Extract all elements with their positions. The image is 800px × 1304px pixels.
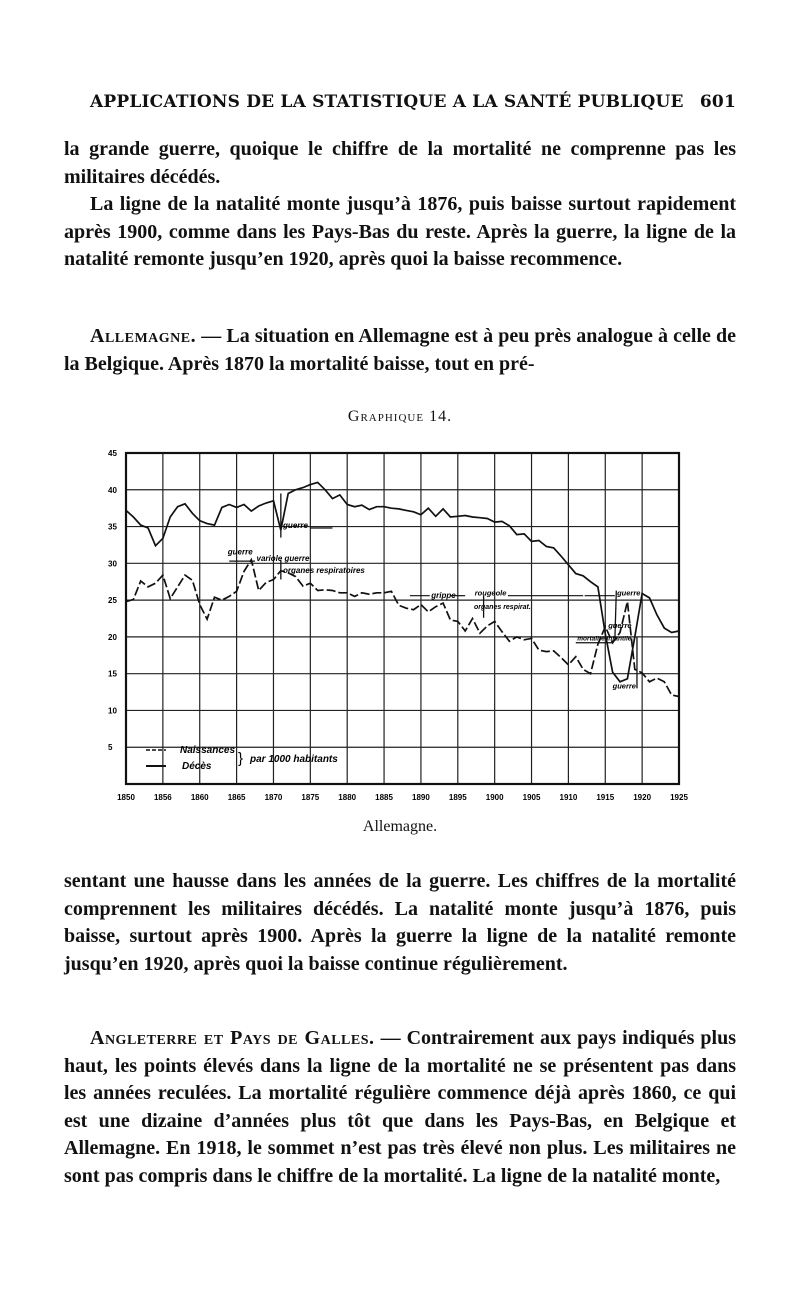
x-tick-label-1850: 1850	[117, 793, 135, 802]
plot-frame	[126, 453, 679, 784]
paragraph-angleterre	[64, 1025, 736, 1190]
annotation-guerre-1866: guerre	[227, 547, 253, 557]
y-tick-label-35: 35	[108, 522, 117, 532]
x-tick-label-1875: 1875	[301, 793, 320, 802]
y-tick-label-20: 20	[108, 632, 117, 642]
annotation-mortalite-infantile: mortalité infantile	[577, 635, 632, 643]
paragraph-natalite: La ligne de la natalité monte jusqu’à 1876, puis baisse surtout rapidement après 1900, comme dans les Pays-Bas du reste. Après la guerre, la ligne de la natalité remonte jusqu’en 1920, après quoi la baisse recommence.	[64, 193, 736, 270]
x-tick-label-1880: 1880	[338, 793, 357, 802]
annotation-organes-respiratoires: organes respiratoires	[283, 565, 365, 575]
x-tick-label-1920: 1920	[633, 793, 652, 802]
annotation-organes-respir: organes respirat.	[474, 603, 531, 611]
annotation-guerre-1916: guerre	[608, 621, 632, 631]
legend-label-naissances: Naissances	[180, 745, 236, 756]
annotation-guerre-1914: guerre	[617, 588, 641, 598]
y-tick-label-30: 30	[108, 559, 117, 569]
paragraph-angleterre-text: — Contrairement aux pays indiqués plus haut, les points élevés dans la ligne de la mortalité ne se présentent pas dans les années reculées. La mortalité régulière commence déjà après 1860, ce qui est une dizaine d’années plus tôt que dans les Pays-Bas, en Belgique et Allemagne. En 1918, le sommet n’est pas très élevé non plus. Les militaires ne sont pas compris dans le chiffre de la mortalité. La ligne de la natalité monte,	[64, 1027, 736, 1187]
x-tick-label-1870: 1870	[264, 793, 283, 802]
y-tick-label-5: 5	[108, 743, 113, 753]
paragraph-allemagne-continued: sentant une hausse dans les années de la guerre. Les chiffres de la mortalité comprennent les militaires décédés. La natalité monte jusqu’à 1876, puis baisse, surtout après 1900. Après la guerre la ligne de la natalité remonte jusqu’en 1920, après quoi la baisse continue régulièrement.	[64, 870, 736, 975]
x-tick-label-1925: 1925	[670, 793, 688, 802]
x-tick-label-1905: 1905	[522, 793, 541, 802]
x-tick-label-1900: 1900	[485, 793, 504, 802]
x-tick-label-1890: 1890	[412, 793, 430, 802]
annotation-grippe: grippe	[431, 590, 456, 600]
y-tick-label-40: 40	[108, 485, 117, 495]
running-header	[90, 92, 736, 112]
chart-graphique-14	[0, 440, 800, 840]
y-tick-label-25: 25	[108, 596, 117, 606]
running-header-title: APPLICATIONS DE LA STATISTIQUE A LA SANTÉ PUBLIQUE	[90, 92, 684, 112]
x-tick-label-1860: 1860	[190, 793, 209, 802]
x-tick-label-1885: 1885	[375, 793, 393, 802]
x-tick-label-1895: 1895	[448, 793, 467, 802]
section-heading-allemagne: Allemagne.	[90, 325, 197, 347]
annotation-leader-guerre-1914	[615, 591, 616, 641]
chart-grid	[126, 453, 679, 784]
y-tick-label-45: 45	[108, 449, 117, 458]
paragraph-allemagne-text: — La situation en Allemagne est à peu près analogue à celle de la Belgique. Après 1870 la mortalité baisse, tout en pré-	[64, 325, 736, 375]
figure-label: Graphique 14.	[347, 408, 453, 425]
x-tick-label-1915: 1915	[596, 793, 615, 802]
y-tick-label-15: 15	[108, 669, 117, 679]
paragraph-continued: la grande guerre, quoique le chiffre de la mortalité ne comprenne pas les militaires décédés.	[64, 138, 736, 188]
paragraph-allemagne	[64, 323, 736, 378]
legend-label-deces: Décès	[182, 761, 212, 772]
x-tick-label-1856: 1856	[153, 793, 172, 802]
series-line-deces	[126, 560, 679, 697]
chart-legend	[146, 745, 338, 772]
section-heading-angleterre: Angleterre et Pays de Galles.	[90, 1027, 375, 1049]
annotation-guerre-1919: guerre	[612, 681, 636, 691]
x-tick-label-1910: 1910	[559, 793, 578, 802]
annotation-guerre-1870: guerre	[283, 521, 308, 531]
page-number: 601	[699, 92, 736, 112]
annotation-rougeole: rougeole	[474, 588, 507, 598]
x-tick-label-1865: 1865	[227, 793, 246, 802]
legend-unit-label: par 1000 habitants	[250, 754, 338, 765]
figure-caption: Allemagne.	[362, 818, 438, 835]
legend-brace: }	[238, 750, 244, 767]
y-tick-label-10: 10	[108, 706, 117, 716]
y-axis-tick-labels	[108, 449, 117, 752]
x-axis-tick-labels	[117, 793, 688, 802]
annotation-variole-guerre: variole guerre	[256, 554, 310, 564]
